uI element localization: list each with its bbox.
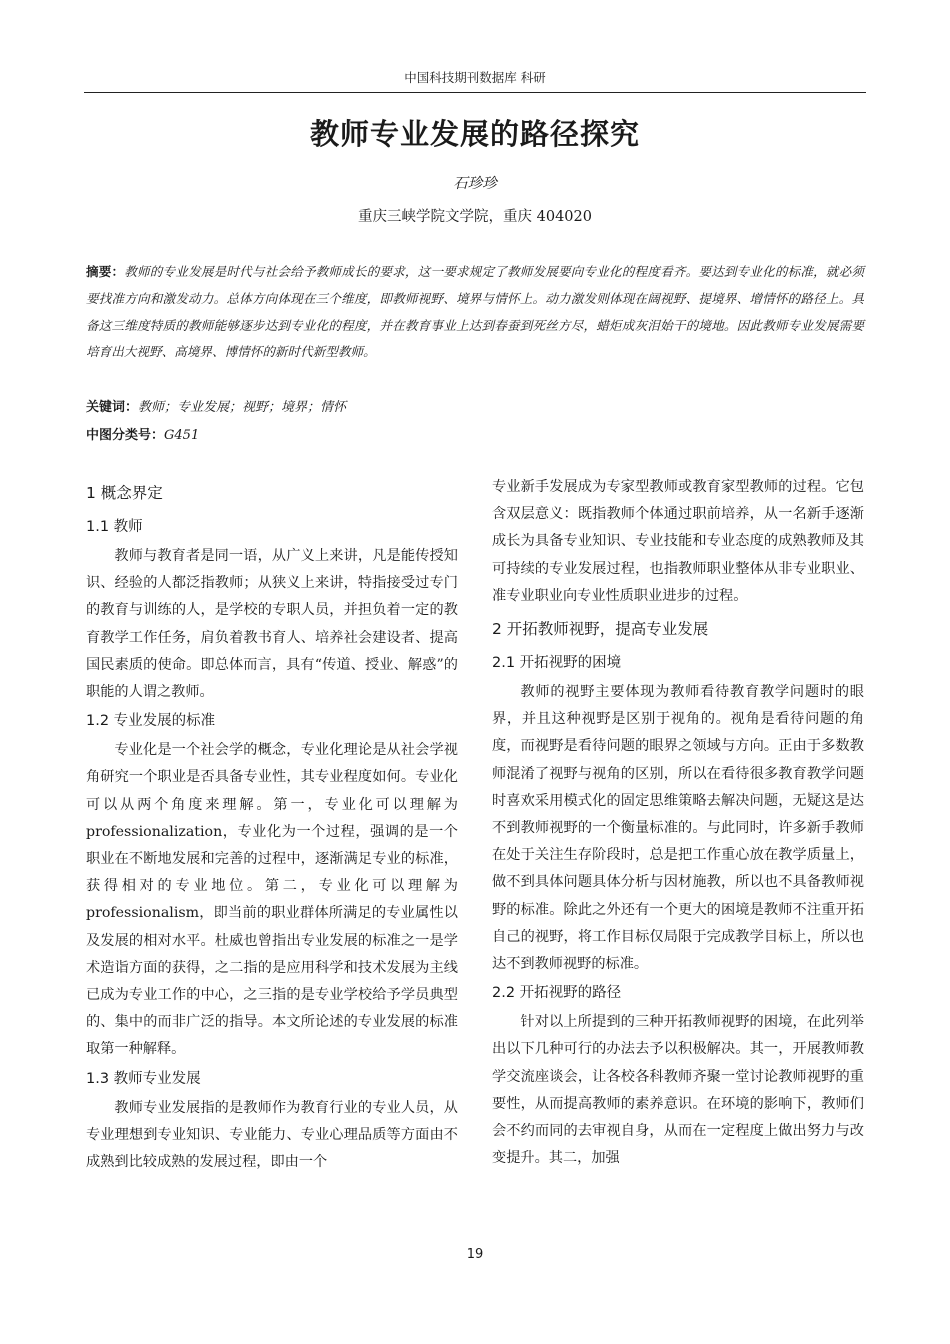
section-1-2-heading: 1.2 专业发展的标准 [86,713,216,730]
left-column [86,474,458,1176]
section-1-1-heading: 1.1 教师 [86,519,143,535]
paper-title: 教师专业发展的路径探究 [309,117,640,151]
section-1-3-continued: 专业新手发展成为专家型教师或教育家型教师的过程。它包含双层意义：既指教师个体通过职前培养，从一名新手逐渐成长为具备专业知识、专业技能和专业态度的成熟教师及其可持续的专业发展过程，也指教师职业整体从非专业职业、准专业职业向专业性质职业进步的过程。 [492,479,864,604]
author: 石珍珍 [453,176,497,192]
keywords-text: 教师；专业发展；视野；境界；情怀 [138,400,347,415]
section-2-2-paragraph: 针对以上所提到的三种开拓教师视野的困境，在此列举出以下几种可行的办法去予以积极解决。其一，开展教师教学交流座谈会，让各校各科教师齐聚一堂讨论教师视野的重要性，从而提高教师的素养意识。在环境的影响下，教师们会不约而同的去审视自身，从而在一定程度上做出努力与改变提升。其二，加强 [492,1014,864,1167]
page-number: 19 [466,1247,484,1262]
right-column [492,474,864,1172]
abstract-text: 教师的专业发展是时代与社会给予教师成长的要求，这一要求规定了教师发展要向专业化的程度看齐。要达到专业化的标准，就必须要找准方向和激发动力。总体方向体现在三个维度，即教师视野、境界与情怀上。动力激发则体现在阔视野、提境界、增情怀的路径上。具备这三维度特质的教师能够逐步达到专业化的程度，并在教育事业上达到春蚕到死丝方尽，蜡炬成灰泪始干的境地。因此教师专业发展需要培育出大视野、高境界、博情怀的新时代新型教师。 [86,264,865,360]
classification-label: 中图分类号： [86,428,165,443]
abstract-label: 摘要： [86,264,125,279]
section-1-3-heading: 1.3 教师专业发展 [86,1070,201,1087]
classification-text: G451 [164,428,200,443]
section-1-3-paragraph: 教师专业发展指的是教师作为教育行业的专业人员，从专业理想到专业知识、专业能力、专业心理品质等方面由不成熟到比较成熟的发展过程，即由一个 [86,1099,458,1171]
section-2-heading: 2 开拓教师视野，提高专业发展 [492,620,709,639]
section-1-2-paragraph: 专业化是一个社会学的概念，专业化理论是从社会学视角研究一个职业是否具备专业性，其专业程度如何。专业化可以从两个角度来理解。第一，专业化可以理解为professionalization，专业化为一个过程，强调的是一个职业在不断地发展和完善的过程中，逐渐满足专业的标准，获得相对的专业地位。第二，专业化可以理解为professionalism，即当前的职业群体所满足的专业属性以及发展的相对水平。杜威也曾指出专业发展的标准之一是学术造诣方面的获得，之二指的是应用科学和技术发展为主线已成为专业工作的中心，之三指的是专业学校给予学员典型的、集中的而非广泛的指导。本文所论述的专业发展的标准取第一种解释。 [86,742,458,1058]
running-header: 中国科技期刊数据库 科研 [84,68,866,93]
section-1-1-paragraph: 教师与教育者是同一语，从广义上来讲，凡是能传授知识、经验的人都泛指教师；从狭义上来讲，特指接受过专门的教育与训练的人，是学校的专职人员，并担负着一定的教育教学工作任务，肩负着教书育人、培养社会建设者、提高国民素质的使命。即总体而言，具有“传道、授业、解惑”的职能的人谓之教师。 [86,548,458,701]
keywords-label: 关键词： [86,400,139,415]
classification [86,424,199,443]
section-1-heading: 1 概念界定 [86,484,163,502]
abstract [86,259,864,366]
keywords [86,396,346,415]
section-2-1-paragraph: 教师的视野主要体现为教师看待教育教学问题时的眼界，并且这种视野是区别于视角的。视角是看待问题的角度，而视野是看待问题的眼界之领域与方向。正由于多数教师混淆了视野与视角的区别，所以在看待很多教育教学问题时喜欢采用模式化的固定思维策略去解决问题，无疑这是达不到教师视野的一个衡量标准的。与此同时，许多新手教师在处于关注生存阶段时，总是把工作重心放在教学质量上，做不到具体问题具体分析与因材施教，所以也不具备教师视野的标准。除此之外还有一个更大的困境是教师不注重开拓自己的视野，将工作目标仅局限于完成教学目标上，所以也达不到教师视野的标准。 [492,684,864,973]
section-2-2-heading: 2.2 开拓视野的路径 [492,985,622,1002]
section-2-1-heading: 2.1 开拓视野的困境 [492,655,622,672]
affiliation: 重庆三峡学院文学院，重庆 404020 [358,209,592,225]
